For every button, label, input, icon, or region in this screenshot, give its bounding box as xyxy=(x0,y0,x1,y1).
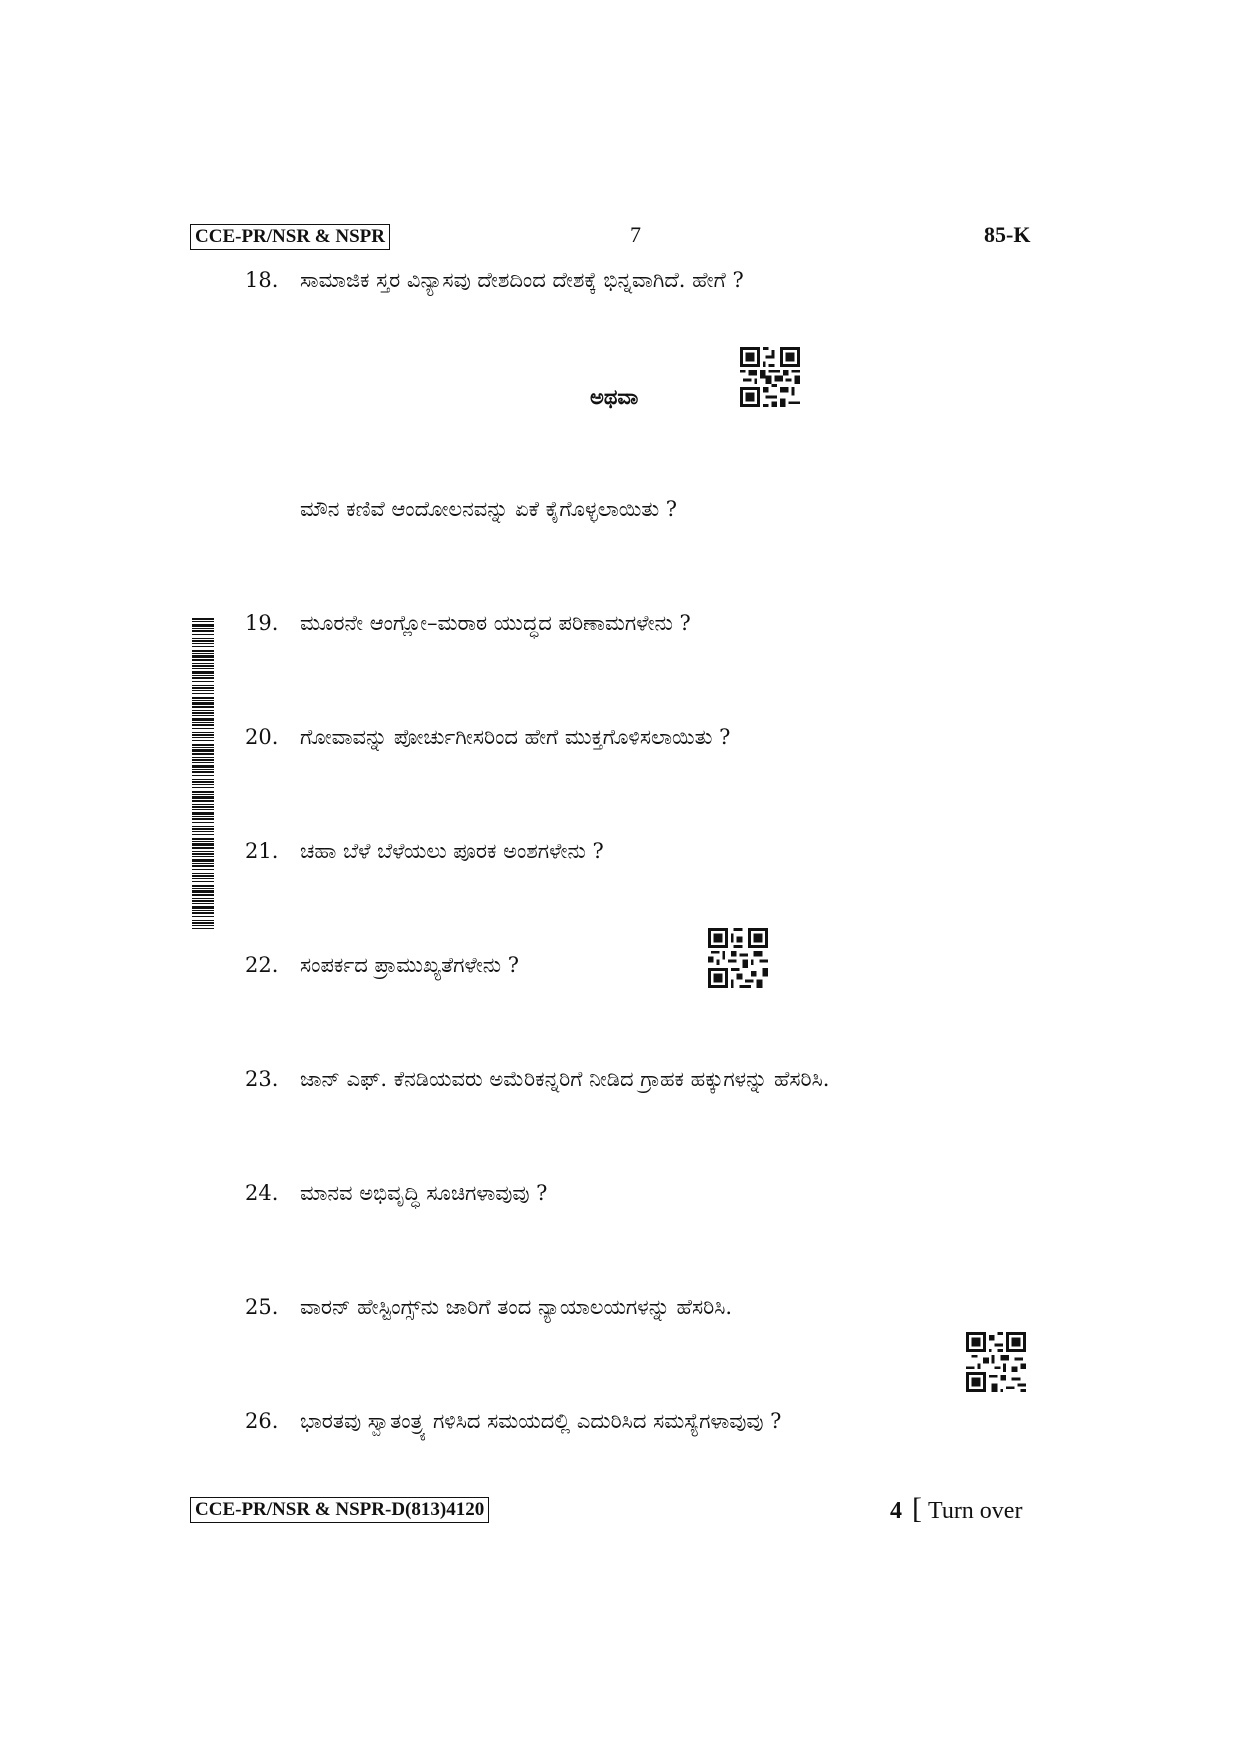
header-page-number: 7 xyxy=(630,222,641,247)
question-text: ವಾರನ್ ಹೇಸ್ಟಿಂಗ್ಸ್‌ನು ಜಾರಿಗೆ ತಂದ ನ್ಯಾಯಾಲಯಗಳನ್ನು ಹೆಸರಿಸಿ. xyxy=(300,1295,733,1319)
question-number: 22. xyxy=(245,953,279,977)
turn-over-label: Turn over xyxy=(928,1498,1023,1524)
question-text: ಸಾಮಾಜಿಕ ಸ್ತರ ವಿನ್ಯಾಸವು ದೇಶದಿಂದ ದೇಶಕ್ಕೆ ಭಿನ್ನವಾಗಿದೆ. ಹೇಗೆ ? xyxy=(300,268,744,292)
question-number: 21. xyxy=(245,839,279,863)
qr-code-icon xyxy=(708,928,768,988)
question-20 xyxy=(245,725,730,750)
question-number: 19. xyxy=(245,611,279,635)
question-22 xyxy=(245,953,519,978)
question-number: 25. xyxy=(245,1295,279,1319)
question-text: ಮೌನ ಕಣಿವೆ ಆಂದೋಲನವನ್ನು ಏಕೆ ಕೈಗೊಳ್ಳಲಾಯಿತು ? xyxy=(300,497,678,521)
question-18-alternative xyxy=(300,497,677,522)
question-24 xyxy=(245,1181,547,1206)
question-text: ಚಹಾ ಬೆಳೆ ಬೆಳೆಯಲು ಪೂರಕ ಅಂಶಗಳೇನು ? xyxy=(300,839,604,863)
question-26 xyxy=(245,1409,781,1434)
question-number: 18. xyxy=(245,268,279,292)
question-number: 20. xyxy=(245,725,279,749)
footer-sheet-number: 4 xyxy=(890,1498,902,1524)
question-18 xyxy=(245,268,744,293)
question-text: ಮೂರನೇ ಆಂಗ್ಲೋ–ಮರಾಠ ಯುದ್ಧದ ಪರಿಣಾಮಗಳೇನು ? xyxy=(300,611,691,635)
footer-bracket: [ xyxy=(912,1492,922,1525)
footer-turn-over xyxy=(890,1492,1022,1526)
question-text: ಭಾರತವು ಸ್ವಾತಂತ್ರ್ಯ ಗಳಿಸಿದ ಸಮಯದಲ್ಲಿ ಎದುರಿಸಿದ ಸಮಸ್ಯೆಗಳಾವುವು ? xyxy=(300,1409,782,1433)
question-23 xyxy=(245,1067,829,1092)
or-label: ಅಥವಾ xyxy=(590,384,639,409)
header-question-code: 85-K xyxy=(984,222,1031,247)
qr-code-icon xyxy=(966,1332,1026,1392)
question-number: 23. xyxy=(245,1067,279,1091)
question-text: ಮಾನವ ಅಭಿವೃದ್ಧಿ ಸೂಚಿಗಳಾವುವು ? xyxy=(300,1181,548,1205)
question-text: ಜಾನ್ ಎಫ್. ಕೆನಡಿಯವರು ಅಮೆರಿಕನ್ನರಿಗೆ ನೀಡಿದ ಗ್ರಾಹಕ ಹಕ್ಕುಗಳನ್ನು ಹೆಸರಿಸಿ. xyxy=(300,1067,830,1091)
question-19 xyxy=(245,611,691,636)
qr-code-icon xyxy=(740,347,800,407)
question-number: 24. xyxy=(245,1181,279,1205)
question-number: 26. xyxy=(245,1409,279,1433)
question-21 xyxy=(245,839,604,864)
footer-paper-code: CCE-PR/NSR & NSPR-D(813)4120 xyxy=(190,1497,489,1523)
question-text: ಸಂಪರ್ಕದ ಪ್ರಾಮುಖ್ಯತೆಗಳೇನು ? xyxy=(300,953,520,977)
question-25 xyxy=(245,1295,732,1320)
question-text: ಗೋವಾವನ್ನು ಪೋರ್ಚುಗೀಸರಿಂದ ಹೇಗೆ ಮುಕ್ತಗೊಳಿಸಲಾಯಿತು ? xyxy=(300,725,731,749)
barcode-icon xyxy=(192,618,214,930)
header-paper-code: CCE-PR/NSR & NSPR xyxy=(190,224,390,250)
